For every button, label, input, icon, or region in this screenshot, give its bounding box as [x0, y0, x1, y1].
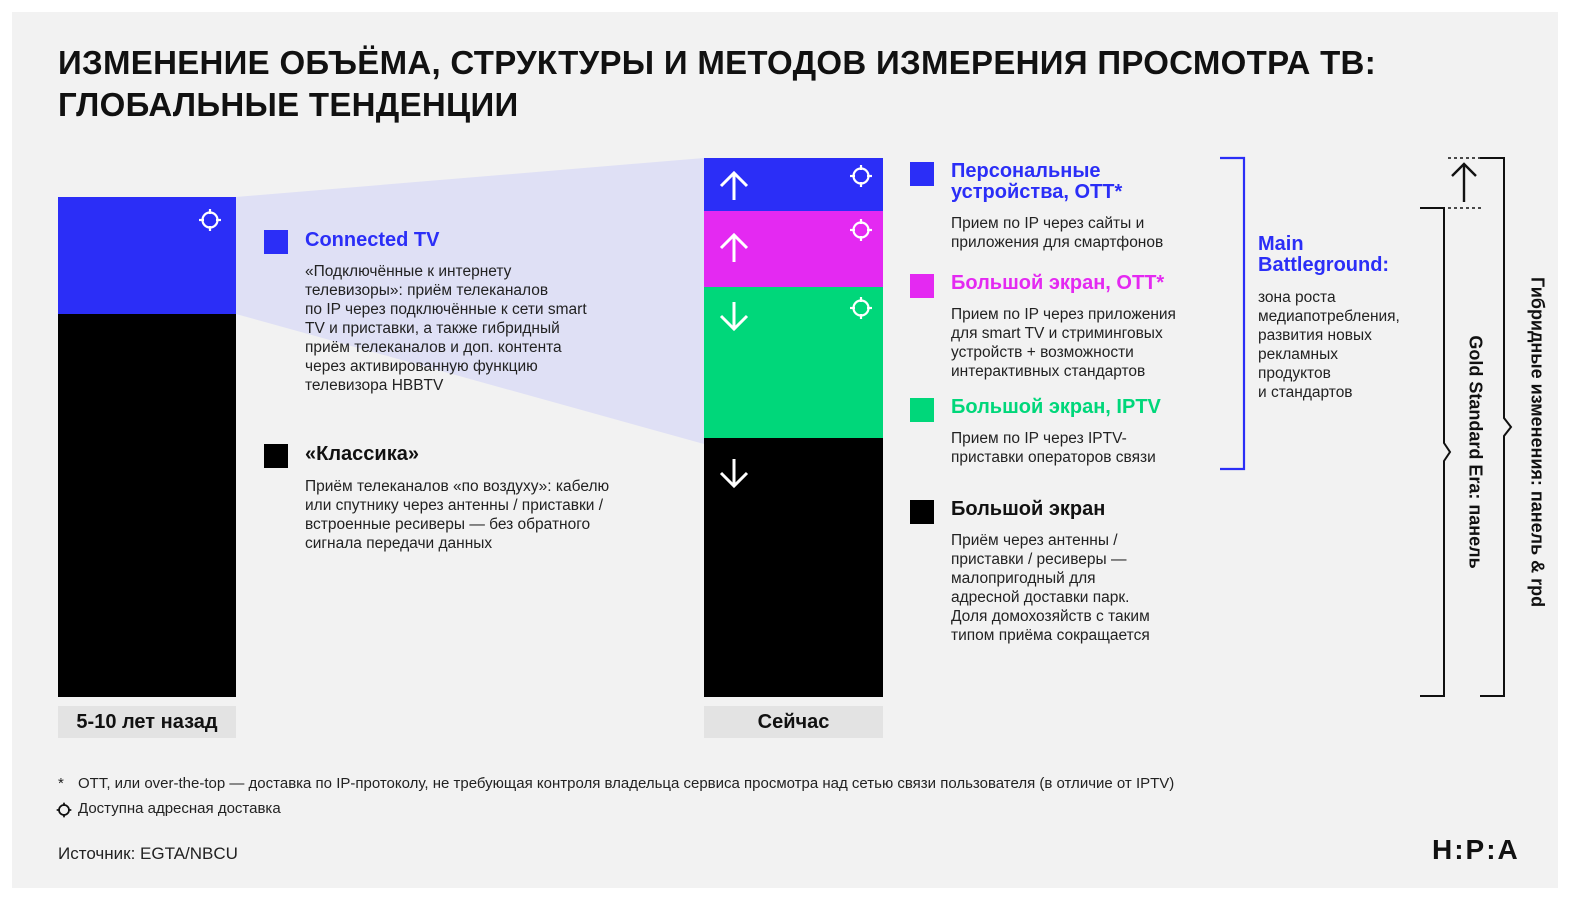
legend-swatch-personal: [910, 162, 934, 186]
legend-swatch-connected-tv: [264, 230, 288, 254]
title-line: Main: [1258, 233, 1304, 255]
text-line: Приём телеканалов «по воздуху»: кабелю: [305, 478, 610, 495]
legend-swatch-classic: [264, 444, 288, 468]
arrow-down-icon: [716, 298, 752, 334]
arrow-up-icon: [716, 230, 752, 266]
text-line: TV и приставки, а также гибридный: [305, 320, 560, 337]
battleground-text: [1258, 288, 1400, 402]
legend-swatch-big-ott: [910, 274, 934, 298]
legend-swatch-big-iptv: [910, 398, 934, 422]
text-line: приставки операторов связи: [951, 449, 1156, 466]
footnote-ott: [58, 775, 1174, 792]
hybrid-label: Гибридные изменения: панель & rpd: [1527, 277, 1548, 608]
text-line: зона роста: [1258, 289, 1336, 306]
footnote-addressable: Доступна адресная доставка: [78, 800, 281, 817]
legend-title-big-ott: Большой экран, OTT*: [951, 272, 1165, 294]
text-line: приём телеканалов и доп. контента: [305, 339, 562, 356]
text-line: развития новых: [1258, 327, 1372, 344]
text-line: Прием по IP через приложения: [951, 306, 1176, 323]
legend-text-big-ott: [951, 305, 1176, 381]
text-line: телевизора HBBTV: [305, 377, 444, 394]
text-line: или спутнику через антенны / приставки /: [305, 497, 604, 514]
crosshair-icon: [56, 802, 72, 818]
crosshair-icon: [198, 208, 222, 232]
text-line: через активированную функцию: [305, 358, 538, 375]
footnote-ott-text: OTT, или over-the-top — доставка по IP-протоколу, не требующая контроля владельца сервиса просмотра над сетью связи пользователя (в отличие от IPTV): [78, 775, 1175, 792]
legend-title-big: Большой экран: [951, 498, 1106, 520]
text-line: приставки / ресиверы —: [951, 551, 1127, 568]
legend-text-big-iptv: [951, 429, 1156, 467]
legend-title-personal: [951, 161, 1122, 203]
arrow-down-icon: [716, 455, 752, 491]
text-line: устройств + возможности: [951, 344, 1134, 361]
text-line: и стандартов: [1258, 384, 1353, 401]
text-line: Прием по IP через IPTV-: [951, 430, 1127, 447]
legend-text-big: [951, 531, 1150, 645]
source-credit: Источник: EGTA/NBCU: [58, 844, 238, 863]
text-line: приложения для смартфонов: [951, 234, 1164, 251]
legend-title-big-iptv: Большой экран, IPTV: [951, 396, 1161, 418]
text-line: Доля домохозяйств с таким: [951, 608, 1150, 625]
text-line: телевизоры»: приём телеканалов: [305, 282, 549, 299]
text-line: встроенные ресиверы — без обратного: [305, 516, 591, 533]
title-line: Персональные: [951, 160, 1101, 182]
text-line: для smart TV и стриминговых: [951, 325, 1163, 342]
legend-text-classic: [305, 477, 609, 553]
text-line: интерактивных стандартов: [951, 363, 1146, 380]
text-line: «Подключённые к интернету: [305, 263, 512, 280]
text-line: медиапотребления,: [1258, 308, 1400, 325]
text-line: адресной доставки парк.: [951, 589, 1130, 606]
text-line: продуктов: [1258, 365, 1331, 382]
asterisk-marker: *: [58, 775, 64, 792]
text-line: Приём через антенны /: [951, 532, 1118, 549]
crosshair-icon: [849, 164, 873, 188]
hpa-logo: H:P:A: [1432, 834, 1520, 865]
text-line: типом приёма сокращается: [951, 627, 1150, 644]
text-line: рекламных: [1258, 346, 1338, 363]
past-bar-classic: [58, 314, 236, 697]
text-line: сигнала передачи данных: [305, 535, 493, 552]
title-line: устройства, OTT*: [951, 181, 1123, 203]
page-title-line-1: ИЗМЕНЕНИЕ ОБЪЁМА, СТРУКТУРЫ И МЕТОДОВ ИЗМЕРЕНИЯ ПРОСМОТРА ТВ:: [58, 44, 1376, 81]
legend-title-classic: «Классика»: [305, 443, 419, 465]
title-line: Battleground:: [1258, 254, 1390, 276]
legend-title-connected-tv: Connected TV: [305, 229, 440, 251]
crosshair-icon: [849, 296, 873, 320]
text-line: малопригодный для: [951, 570, 1096, 587]
legend-text-personal: [951, 214, 1163, 252]
crosshair-icon: [849, 218, 873, 242]
battleground-title: [1258, 234, 1389, 276]
text-line: Прием по IP через сайты и: [951, 215, 1145, 232]
legend-text-connected-tv: [305, 262, 587, 395]
arrow-up-icon: [716, 168, 752, 204]
past-bar-label: 5-10 лет назад: [58, 706, 236, 738]
legend-swatch-big: [910, 500, 934, 524]
page-title-line-2: ГЛОБАЛЬНЫЕ ТЕНДЕНЦИИ: [58, 86, 519, 123]
gold-standard-label: Gold Standard Era: панель: [1465, 335, 1486, 569]
text-line: по IP через подключённые к сети smart: [305, 301, 587, 318]
battleground-bracket: [1216, 155, 1250, 475]
now-bar-label: Сейчас: [704, 706, 883, 738]
